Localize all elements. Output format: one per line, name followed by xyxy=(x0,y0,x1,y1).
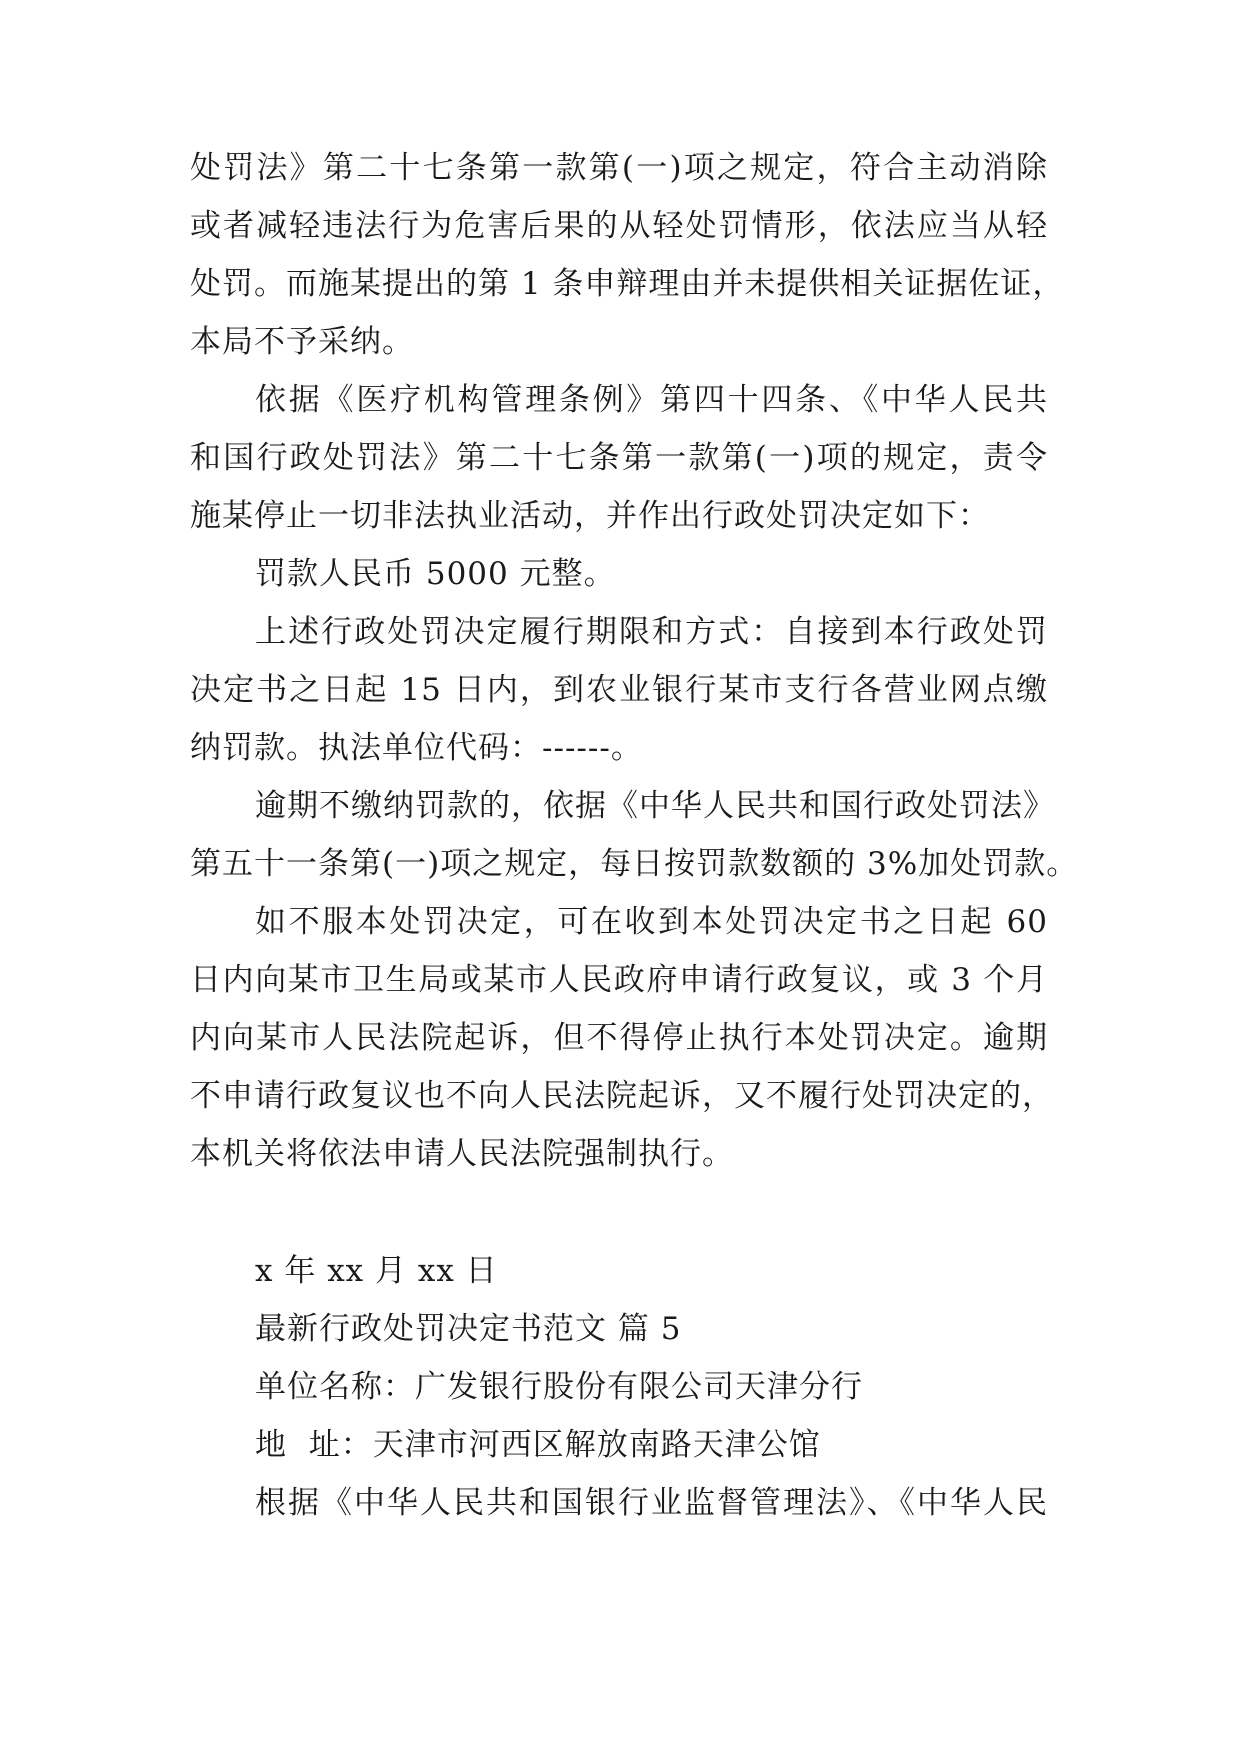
paragraph-start: 逾期不缴纳罚款的，依据《中华人民共和国行政处罚法》 xyxy=(255,788,1055,824)
body-line: 第五十一条第(一)项之规定，每日按罚款数额的 3%加处罚款。 xyxy=(190,846,1079,882)
date-line: x 年 xx 月 xx 日 xyxy=(255,1253,498,1289)
fine-amount: 罚款人民币 5000 元整。 xyxy=(255,556,616,592)
address: 地 址：天津市河西区解放南路天津公馆 xyxy=(255,1427,821,1463)
section-title: 最新行政处罚决定书范文 篇 5 xyxy=(255,1311,682,1347)
paragraph-start: 如不服本处罚决定，可在收到本处罚决定书之日起 60 xyxy=(255,904,1048,940)
body-line: 处罚法》第二十七条第一款第(一)项之规定，符合主动消除 xyxy=(190,150,1048,186)
paragraph-start: 根据《中华人民共和国银行业监督管理法》、《中华人民 xyxy=(255,1485,1048,1521)
paragraph-start: 依据《医疗机构管理条例》第四十四条、《中华人民共 xyxy=(255,382,1048,418)
body-line: 本局不予采纳。 xyxy=(190,324,414,360)
body-line: 本机关将依法申请人民法院强制执行。 xyxy=(190,1136,734,1172)
body-line: 或者减轻违法行为危害后果的从轻处罚情形，依法应当从轻 xyxy=(190,208,1048,244)
body-line: 施某停止一切非法执业活动，并作出行政处罚决定如下： xyxy=(190,498,990,534)
body-line: 内向某市人民法院起诉，但不得停止执行本处罚决定。逾期 xyxy=(190,1020,1048,1056)
body-line: 处罚。而施某提出的第 1 条申辩理由并未提供相关证据佐证， xyxy=(190,266,1065,302)
body-line: 纳罚款。执法单位代码：------。 xyxy=(190,730,643,766)
body-line: 不申请行政复议也不向人民法院起诉，又不履行处罚决定的， xyxy=(190,1078,1054,1114)
paragraph-start: 上述行政处罚决定履行期限和方式：自接到本行政处罚 xyxy=(255,614,1048,650)
body-line: 和国行政处罚法》第二十七条第一款第(一)项的规定，责令 xyxy=(190,440,1048,476)
unit-name: 单位名称：广发银行股份有限公司天津分行 xyxy=(255,1369,863,1405)
body-line: 日内向某市卫生局或某市人民政府申请行政复议，或 3 个月 xyxy=(190,962,1048,998)
body-line: 决定书之日起 15 日内，到农业银行某市支行各营业网点缴 xyxy=(190,672,1048,708)
